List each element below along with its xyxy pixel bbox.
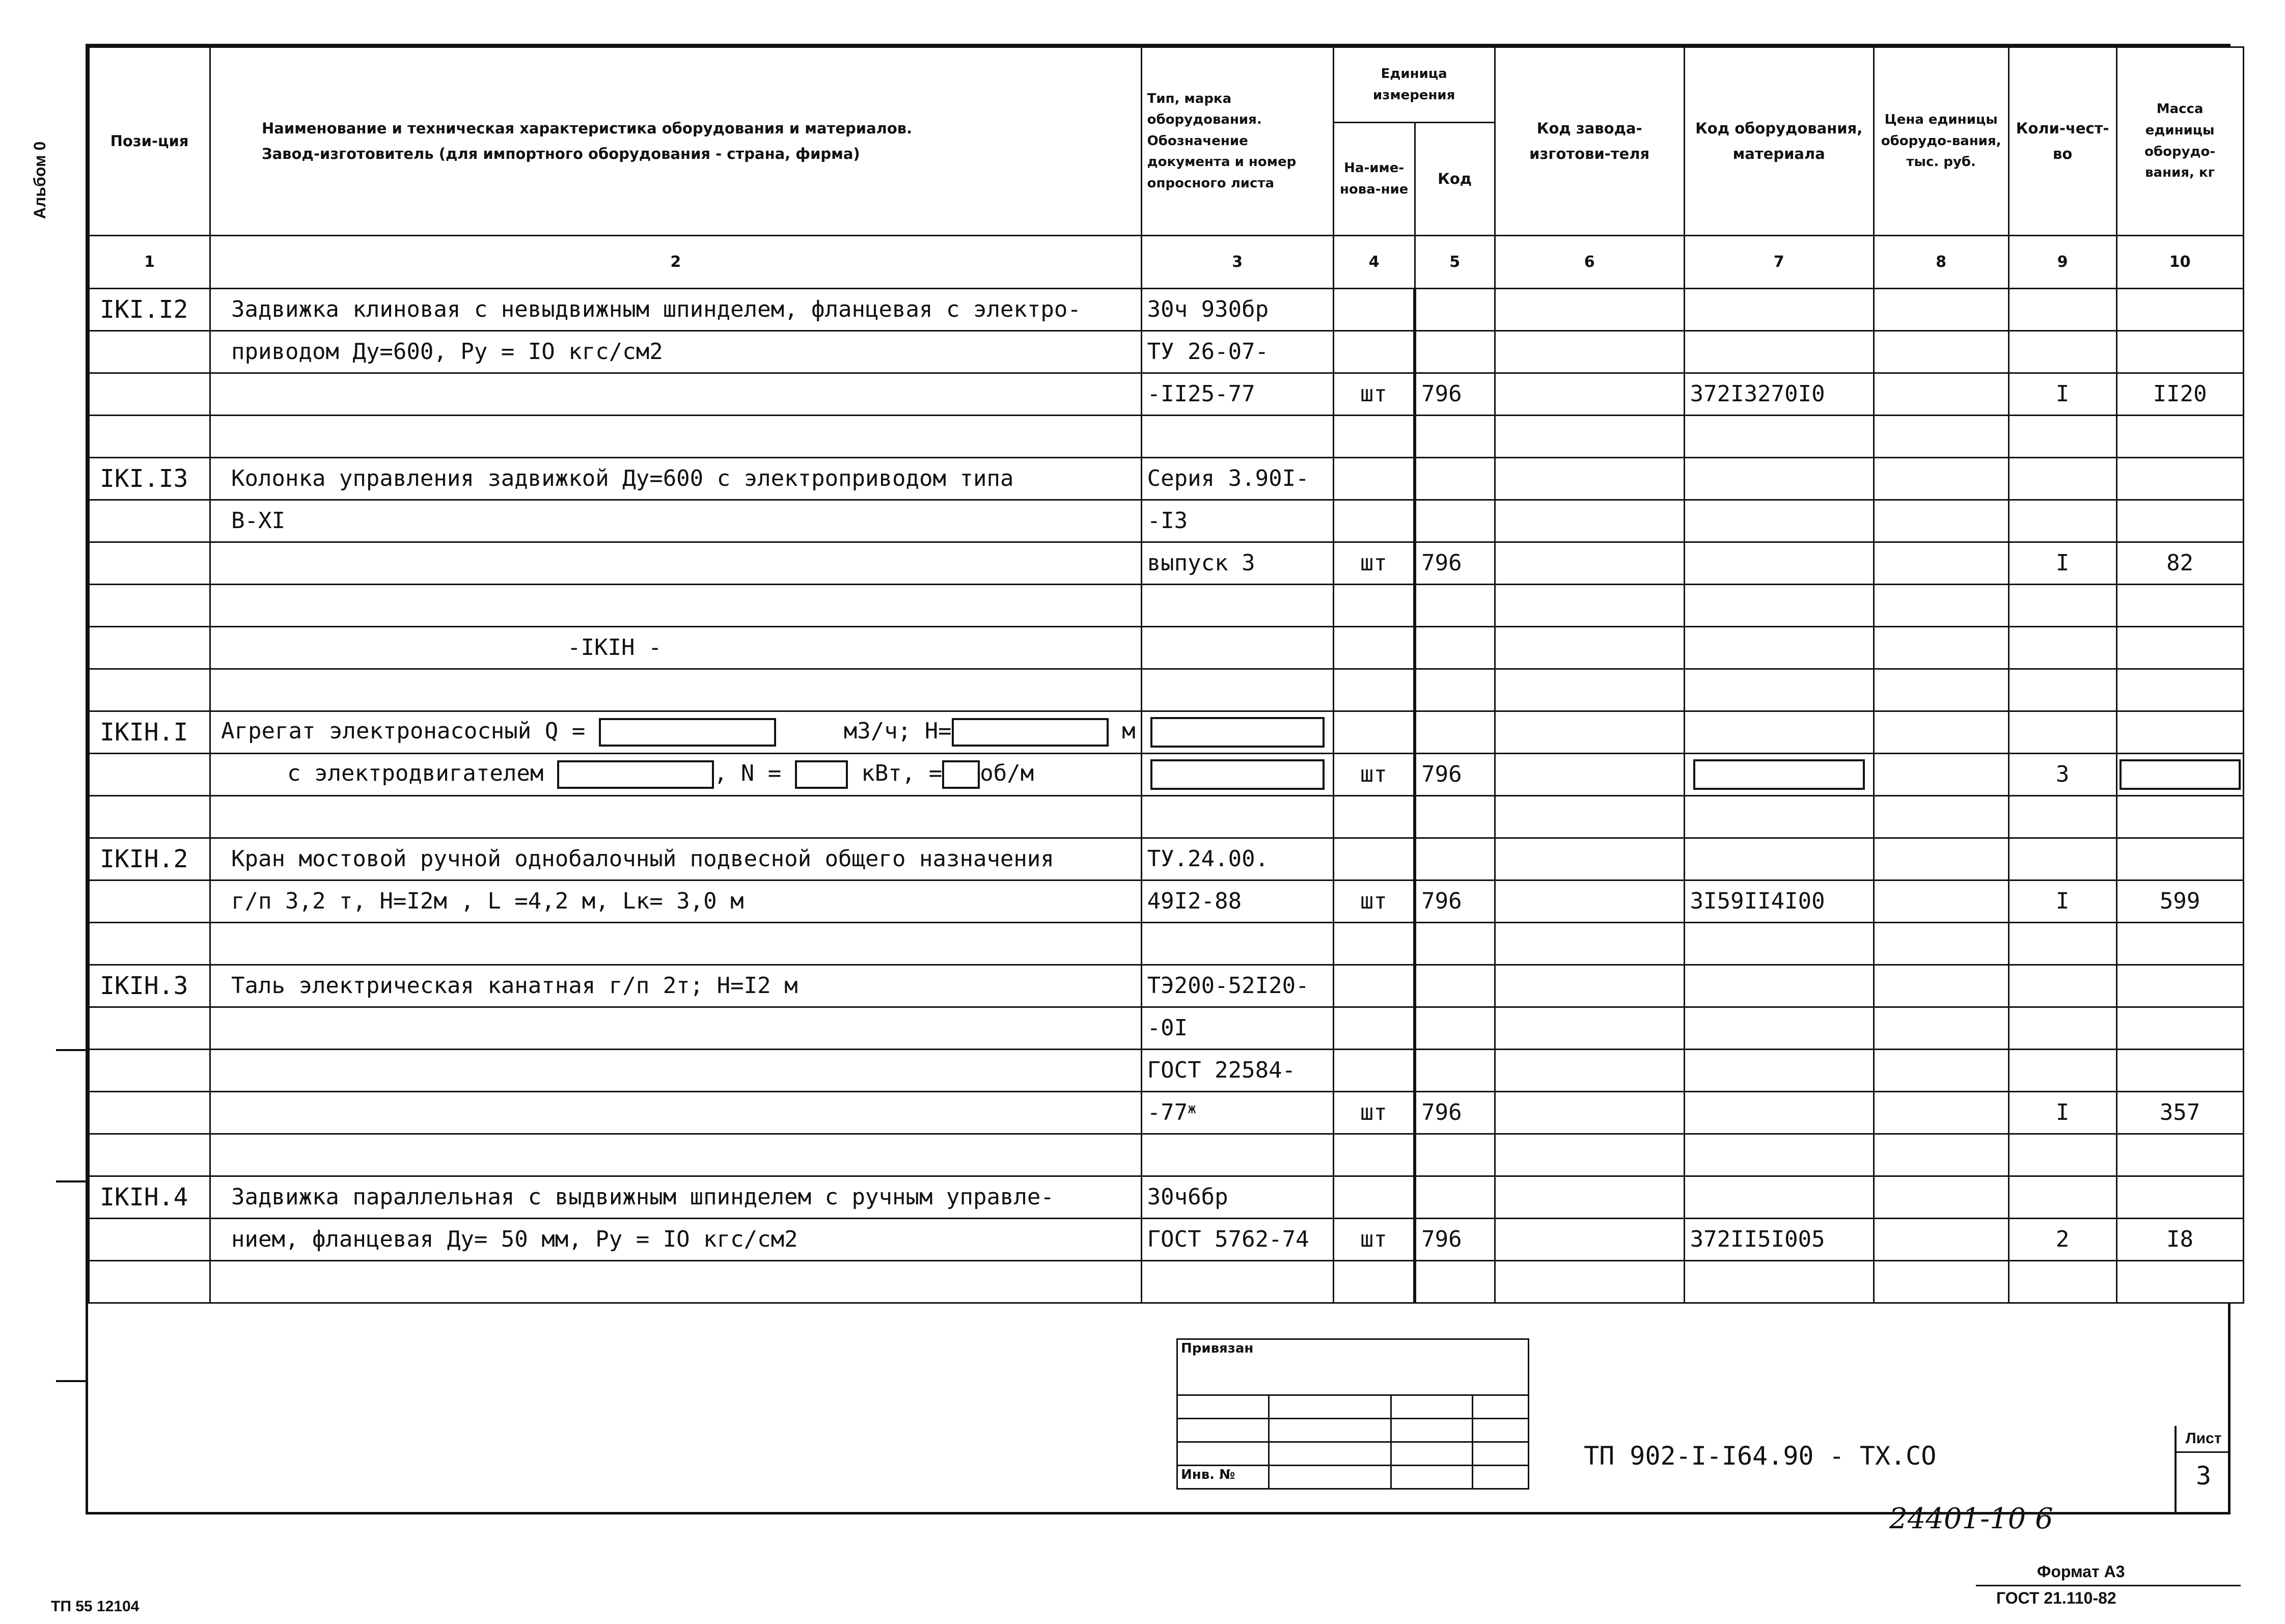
document-code: ТП 902-I-I64.90 - ТХ.СО [1584,1441,1937,1471]
table-row [89,1176,2244,1219]
name-text: , N = [713,760,782,786]
col-number: 3 [1141,236,1333,289]
flow-field [599,718,776,747]
col-number: 6 [1495,236,1684,289]
header-maker-code: Код завода-изготови-теля [1495,47,1684,236]
stamp-linked-label: Привязан [1177,1339,1529,1395]
gost-label: ГОСТ 21.110-82 [1996,1589,2116,1607]
table-row [89,796,2244,838]
header-unit-name: На-име-нова-ние [1333,123,1415,236]
unit-code-cell: 796 [1415,754,1495,796]
col-number: 5 [1415,236,1495,289]
unit-code-cell: 796 [1415,1092,1495,1134]
header-quantity: Коли-чест-во [2008,47,2116,236]
table-row [89,585,2244,627]
header-mass: Масса единицы оборудо-вания, кг [2116,47,2243,236]
unit-cell: шт [1333,754,1415,796]
unit-cell: шт [1333,373,1415,416]
table-row [89,289,2244,331]
table-row [89,838,2244,880]
power-field [795,760,848,789]
name-cell: Колонка управления задвижкой Ду=600 с электроприводом типа [210,458,1142,500]
table-row [89,754,2244,796]
position-cell: IKIH.3 [89,965,210,1007]
name-text: м3/ч; Н= [843,718,952,744]
equipment-code-cell [1684,754,1874,796]
header-equipment-code: Код оборудования, материала [1684,47,1874,236]
unit-cell: шт [1333,1219,1415,1261]
type-cell: -0I [1141,1007,1333,1050]
position-cell: IKIH.2 [89,838,210,880]
sheet-number: 3 [2195,1461,2212,1491]
head-field [952,718,1109,747]
type-cell: ТУ.24.00. [1141,838,1333,880]
quantity-cell: I [2008,880,2116,923]
header-name [210,47,1142,236]
mass-cell: 82 [2116,542,2243,585]
header-unit: Единица измерения [1333,47,1495,123]
handwritten-number: 24401-10 6 [1889,1502,2053,1535]
footer-rule [1976,1585,2241,1586]
equipment-code-cell: 3I59II4I00 [1684,880,1874,923]
unit-code-cell: 796 [1415,880,1495,923]
unit-cell: шт [1333,542,1415,585]
sheet-box [2174,1426,2231,1515]
type-cell: -II25-77 [1141,373,1333,416]
name-text: с электродвигателем [287,760,544,786]
col-number: 7 [1684,236,1874,289]
type-cell: ГОСТ 5762-74 [1141,1219,1333,1261]
header-price: Цена единицы оборудо-вания, тыс. руб. [1874,47,2008,236]
type-cell: ГОСТ 22584- [1141,1050,1333,1092]
col-number: 2 [210,236,1142,289]
type-cell: 30ч6бр [1141,1176,1333,1219]
position-cell: IKIH.I [89,711,210,754]
name-cell: Задвижка клиновая с невыдвижным шпинделем, фланцевая с электро- [210,289,1142,331]
linkage-stamp [1176,1338,1529,1490]
speed-field [942,760,980,789]
header-position: Пози-ция [89,47,210,236]
table-row [89,1219,2244,1261]
table-row [89,923,2244,965]
type-cell: ТЭ200-52I20- [1141,965,1333,1007]
type-cell [1141,1092,1333,1134]
col-number: 1 [89,236,210,289]
table-row [89,416,2244,458]
table-row [89,542,2244,585]
unit-code-cell: 796 [1415,373,1495,416]
name-text: м [1122,718,1136,744]
table-row [89,1261,2244,1303]
position-cell: IKI.I3 [89,458,210,500]
header-name-line2: Завод-изготовитель (для импортного оборудования - страна, фирма) [262,145,860,162]
table-row [89,627,2244,669]
header-type: Тип, марка оборудования. Обозначение документа и номер опросного листа [1141,47,1333,236]
section-title: -IKIH - [210,627,1142,669]
type-cell: Серия 3.90I- [1141,458,1333,500]
name-cell: В-XI [210,500,1142,542]
equipment-code-field [1693,759,1865,790]
mass-cell: 357 [2116,1092,2243,1134]
sheet-label: Лист [2177,1426,2231,1453]
type-superscript: ж [1188,1100,1197,1117]
equipment-code-cell: 372I3270I0 [1684,373,1874,416]
header-unit-code: Код [1415,123,1495,236]
type-field [1150,759,1325,790]
type-cell: 30ч 930бр [1141,289,1333,331]
binder-mark [56,1180,86,1182]
col-number: 4 [1333,236,1415,289]
table-row [89,1050,2244,1092]
mass-cell [2116,754,2243,796]
table-row [89,500,2244,542]
quantity-cell: I [2008,1092,2116,1134]
col-number: 8 [1874,236,2008,289]
mass-cell: II20 [2116,373,2243,416]
name-cell: Кран мостовой ручной однобалочный подвесной общего назначения [210,838,1142,880]
unit-cell: шт [1333,1092,1415,1134]
unit-code-cell: 796 [1415,1219,1495,1261]
name-cell: нием, фланцевая Ду= 50 мм, Ру = IO кгс/см2 [210,1219,1142,1261]
name-text: об/м [980,760,1034,786]
name-text: кВт, [861,760,916,786]
table-row [89,331,2244,373]
binder-mark [56,1380,86,1382]
table-row [89,965,2244,1007]
quantity-cell: 2 [2008,1219,2116,1261]
quantity-cell: I [2008,542,2116,585]
name-cell [210,754,1142,796]
unit-code-cell: 796 [1415,542,1495,585]
header-name-line1: Наименование и техническая характеристика оборудования и материалов. [262,120,913,137]
stamp-inventory-label: Инв. № [1177,1466,1269,1489]
mass-field [2119,759,2241,790]
position-cell: IKI.I2 [89,289,210,331]
album-label: Альбом 0 [31,141,49,219]
name-cell: Задвижка параллельная с выдвижным шпинделем с ручным управле- [210,1176,1142,1219]
type-field-cell [1141,754,1333,796]
quantity-cell: 3 [2008,754,2116,796]
type-text: -77 [1147,1099,1188,1125]
position-cell: IKIH.4 [89,1176,210,1219]
equipment-code-cell: 372II5I005 [1684,1219,1874,1261]
col-number: 9 [2008,236,2116,289]
table-row [89,711,2244,754]
type-cell: ТУ 26-07- [1141,331,1333,373]
type-field [1150,717,1325,748]
type-cell: -I3 [1141,500,1333,542]
col-number: 10 [2116,236,2243,289]
name-cell: Таль электрическая канатная г/п 2т; Н=I2 м [210,965,1142,1007]
mass-cell: 599 [2116,880,2243,923]
name-cell: приводом Ду=600, Ру = IO кгс/см2 [210,331,1142,373]
name-cell: г/п 3,2 т, Н=I2м , L =4,2 м, Lк= 3,0 м [210,880,1142,923]
motor-field [557,760,714,789]
table-row [89,880,2244,923]
table-row [89,373,2244,416]
format-label: Формат А3 [2037,1562,2125,1581]
tp-label: ТП 55 12104 [51,1598,140,1615]
type-cell: 49I2-88 [1141,880,1333,923]
equipment-table-body [88,46,2244,1304]
mass-cell: I8 [2116,1219,2243,1261]
name-text: Агрегат электронасосный Q = [221,718,586,744]
type-field-cell [1141,711,1333,754]
table-row [89,669,2244,711]
binder-mark [56,1049,86,1051]
unit-cell: шт [1333,880,1415,923]
quantity-cell: I [2008,373,2116,416]
type-cell: выпуск 3 [1141,542,1333,585]
table-row [89,458,2244,500]
name-cell [210,711,1142,754]
table-row [89,1134,2244,1176]
name-text: = [928,760,943,786]
table-row [89,1007,2244,1050]
table-row [89,1092,2244,1134]
